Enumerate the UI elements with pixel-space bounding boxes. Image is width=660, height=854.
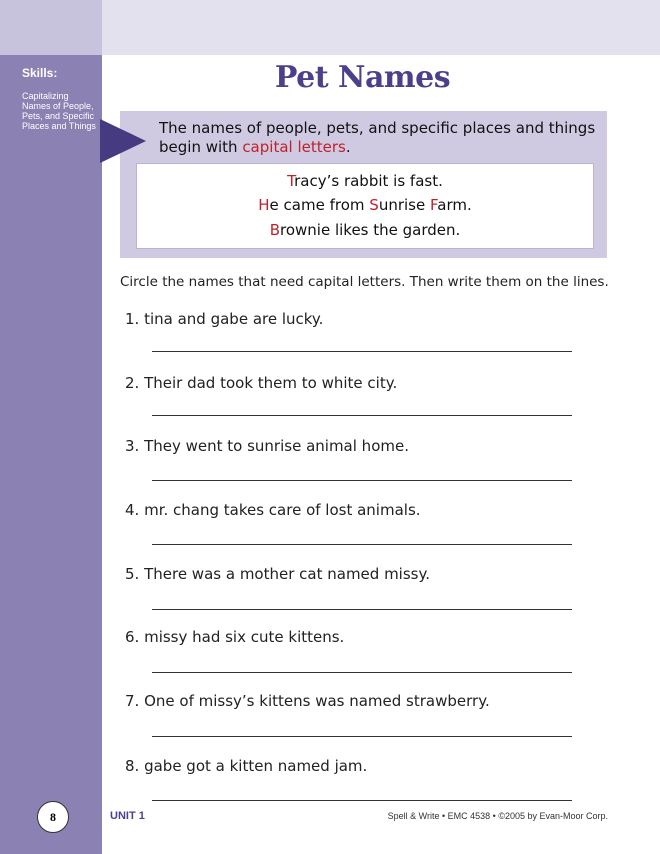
capital-letter: F xyxy=(429,196,438,214)
answer-line-7[interactable] xyxy=(152,736,572,737)
exercise-item-5: 5. There was a mother cat named missy. xyxy=(125,565,430,583)
example-sentence-3 xyxy=(137,221,593,239)
skills-description: Capitalizing Names of People, Pets, and Specific Places and Things xyxy=(22,91,96,131)
rule-text-start: The names of people, pets, and specific places and things begin with xyxy=(159,119,596,156)
exercise-item-7: 7. One of missy’s kittens was named strawberry. xyxy=(125,692,490,710)
answer-line-6[interactable] xyxy=(152,672,572,673)
capital-letter: B xyxy=(269,221,280,239)
capital-letter: T xyxy=(287,172,295,190)
rule-highlight: capital letters xyxy=(242,138,346,156)
exercise-item-8: 8. gabe got a kitten named jam. xyxy=(125,757,368,775)
rule-text xyxy=(159,119,599,157)
exercise-item-6: 6. missy had six cute kittens. xyxy=(125,628,345,646)
example-sentence-2 xyxy=(137,196,593,214)
capital-letter: H xyxy=(258,196,270,214)
sidebar xyxy=(0,0,102,854)
example-box xyxy=(136,163,594,249)
example-text: arm. xyxy=(437,196,472,214)
rule-text-end: . xyxy=(345,138,351,156)
page-title: Pet Names xyxy=(274,60,451,95)
example-text: unrise xyxy=(378,196,430,214)
answer-line-3[interactable] xyxy=(152,480,572,481)
footer-copyright: Spell & Write • EMC 4538 • ©2005 by Evan-Moor Corp. xyxy=(387,811,608,821)
pointer-arrow-icon xyxy=(100,119,146,163)
exercise-item-1: 1. tina and gabe are lucky. xyxy=(125,310,324,328)
footer-unit: UNIT 1 xyxy=(110,810,145,822)
answer-line-1[interactable] xyxy=(152,351,572,352)
answer-line-5[interactable] xyxy=(152,609,572,610)
exercise-item-4: 4. mr. chang takes care of lost animals. xyxy=(125,501,421,519)
example-sentence-1 xyxy=(137,172,593,190)
sidebar-top-band xyxy=(0,0,102,55)
example-text: racy’s rabbit is fast. xyxy=(294,172,443,190)
example-text: e came from xyxy=(269,196,370,214)
answer-line-8[interactable] xyxy=(152,800,572,801)
page-number: 8 xyxy=(37,801,69,833)
exercise-item-3: 3. They went to sunrise animal home. xyxy=(125,437,409,455)
skills-heading: Skills: xyxy=(22,66,58,80)
answer-line-2[interactable] xyxy=(152,415,572,416)
exercise-item-2: 2. Their dad took them to white city. xyxy=(125,374,398,392)
example-text: rownie likes the garden. xyxy=(280,221,461,239)
capital-letter: S xyxy=(369,196,379,214)
instructions: Circle the names that need capital letters. Then write them on the lines. xyxy=(120,274,609,290)
answer-line-4[interactable] xyxy=(152,544,572,545)
